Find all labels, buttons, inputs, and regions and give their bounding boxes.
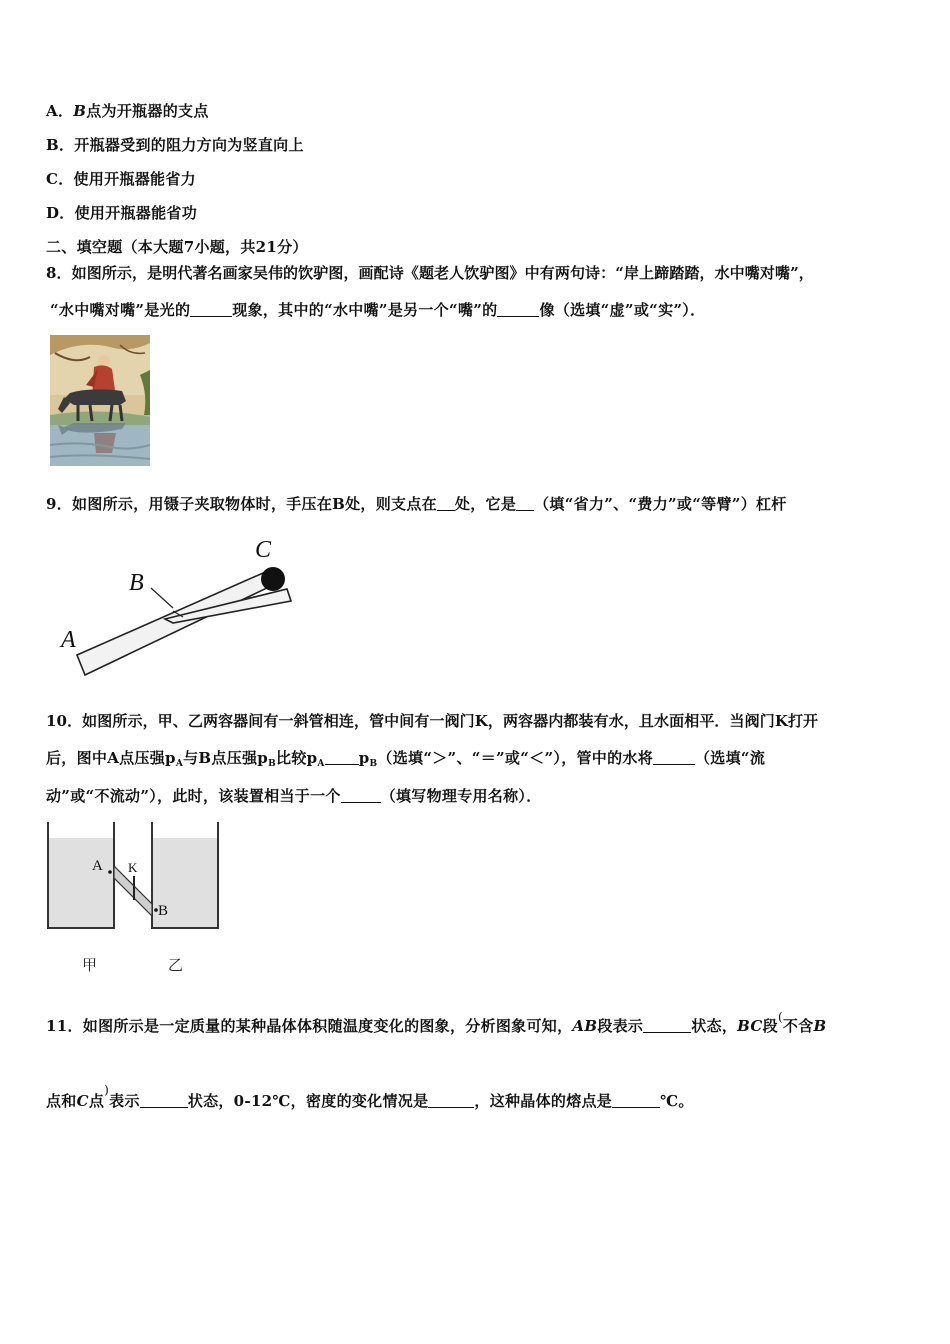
answer-blank — [612, 1093, 660, 1108]
option-d: D．使用开瓶器能省功 — [46, 204, 198, 222]
q9-text: 9．如图所示，用镊子夹取物体时，手压在B处，则支点在 处，它是 （填“省力”、“费力”或“等臂”）杠杆 — [46, 495, 787, 513]
container-yi-label: 乙 — [168, 956, 184, 974]
point-b-label: B — [158, 903, 169, 919]
answer-blank — [653, 750, 695, 765]
q10-line1: 10．如图所示，甲、乙两容器间有一斜管相连，管中间有一阀门K，两容器内都装有水，且水面相平．当阀门K打开 — [46, 712, 819, 730]
donkey-painting-image — [50, 335, 150, 466]
tweezers-diagram — [55, 535, 305, 685]
q10-line2: 后，图中A点压强$p_A$与B点压强$p_B$比较$p_A$ $p_B$（选填“＞”、“＝”或“＜”），管中的水将 （选填“流 — [46, 749, 766, 769]
answer-blank — [428, 1093, 474, 1108]
option-a: A．B点为开瓶器的支点 — [46, 102, 209, 120]
valve-k-label: K — [128, 860, 138, 875]
answer-blank — [341, 788, 381, 803]
answer-blank — [516, 496, 534, 511]
q11-line1: 11．如图所示是一定质量的某种晶体体积随温度变化的图象，分析图象可知，AB段表示 状态，BC段(不含B — [46, 1010, 827, 1035]
answer-blank — [497, 302, 539, 317]
label-b: B — [129, 570, 144, 596]
answer-blank — [643, 1018, 691, 1033]
q8-line1: 8．如图所示，是明代著名画家吴伟的饮驴图，画配诗《题老人饮驴图》中有两句诗：“岸上蹄踏踏，水中嘴对嘴”， — [46, 264, 814, 282]
q10-line3: 动”或“不流动”），此时，该装置相当于一个 （填写物理专用名称）． — [46, 787, 542, 805]
containers-diagram — [44, 818, 224, 980]
answer-blank — [437, 496, 455, 511]
answer-blank — [140, 1093, 188, 1108]
answer-blank — [325, 750, 359, 765]
point-a-label: A — [92, 858, 103, 874]
container-jia-label: 甲 — [82, 956, 98, 974]
label-a: A — [61, 627, 76, 653]
option-b: B．开瓶器受到的阻力方向为竖直向上 — [46, 136, 304, 154]
section-title: 二、填空题（本大题7小题，共21分） — [46, 238, 308, 256]
answer-blank — [190, 302, 232, 317]
q8-line2: “水中嘴对嘴”是光的 现象，其中的“水中嘴”是另一个“嘴”的 像（选填“虚”或“实”）． — [50, 301, 706, 319]
option-c: C．使用开瓶器能省力 — [46, 170, 196, 188]
label-c: C — [255, 537, 272, 563]
q11-line2: 点和C点)表示 状态，0-12℃，密度的变化情况是 ，这种晶体的熔点是 ℃。 — [46, 1083, 694, 1110]
